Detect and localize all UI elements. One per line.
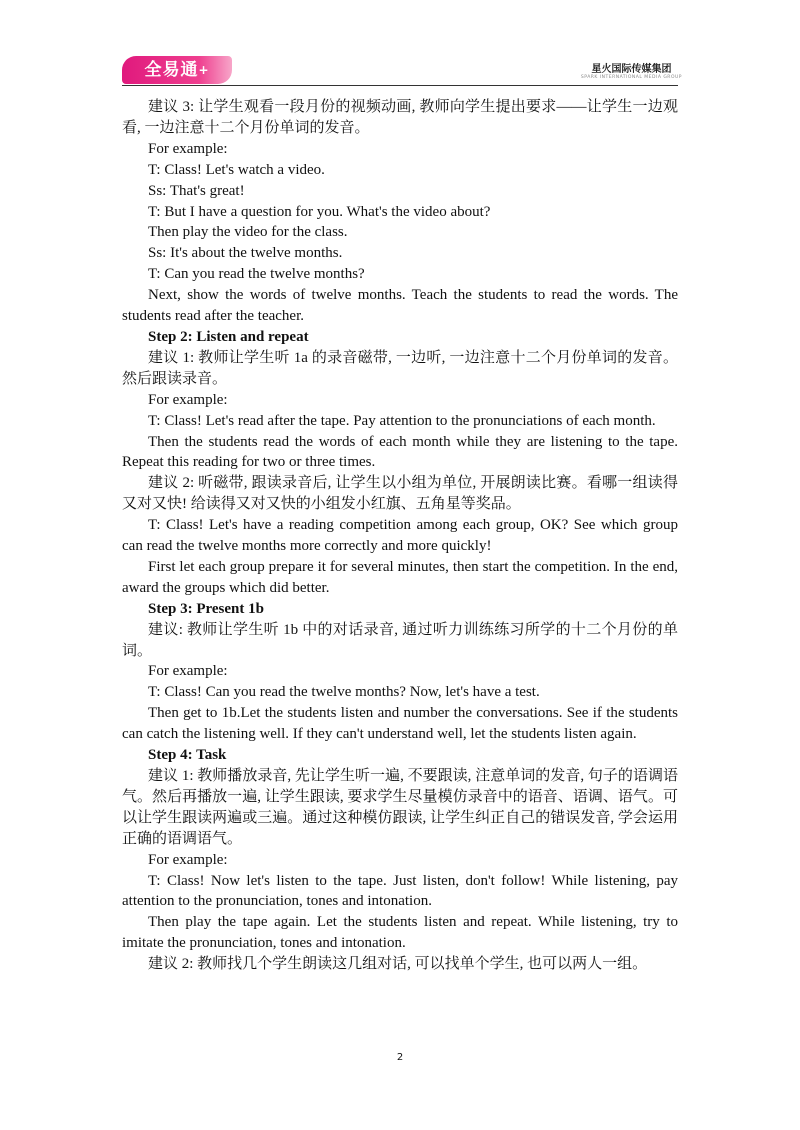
body-paragraph: T: But I have a question for you. What's the video about? <box>148 203 491 220</box>
body-paragraph: For example: <box>148 851 228 868</box>
step-separator: : <box>187 328 197 345</box>
body-paragraph: Then get to 1b.Let the students listen and number the conversations. See if the students can catch the listening well. If they can't understand well, let the students listen again. <box>122 705 678 743</box>
body-paragraph: Ss: It's about the twelve months. <box>148 245 343 262</box>
page-header <box>0 0 800 90</box>
body-paragraph: 建议 1: 教师播放录音, 先让学生听一遍, 不要跟读, 注意单词的发音, 句子的语调语气。然后再播放一遍, 让学生跟读, 要求学生尽量模仿录音中的语音、语调、语气。可以让学生跟读两遍或三遍。通过这种模仿跟读, 让学生纠正自己的错误发音, 学会运用正确的语调语气。 <box>122 768 678 847</box>
body-paragraph: Next, show the words of twelve months. Teach the students to read the words. The students read after the teacher. <box>122 287 678 325</box>
body-paragraph: T: Class! Let's watch a video. <box>148 161 325 178</box>
step-title: Listen and repeat <box>196 328 309 345</box>
publisher-mark <box>581 60 682 80</box>
publisher-name: 星火国际传媒集团 <box>591 64 672 75</box>
logo-text: 全易通 <box>144 60 199 80</box>
body-paragraph: 建议 1: 教师让学生听 1a 的录音磁带, 一边听, 一边注意十二个月份单词的发音。然后跟读录音。 <box>122 349 678 387</box>
body-paragraph: T: Class! Can you read the twelve months? Now, let's have a test. <box>148 684 540 701</box>
step-title: Task <box>196 747 227 764</box>
body-paragraph: T: Can you read the twelve months? <box>148 266 365 283</box>
step-label: Step 2 <box>148 328 188 345</box>
document-body <box>122 97 678 975</box>
body-paragraph: 建议 3: 让学生观看一段月份的视频动画, 教师向学生提出要求——让学生一边观看, 一边注意十二个月份单词的发音。 <box>122 99 678 136</box>
step-heading <box>122 599 678 620</box>
body-paragraph: 建议 2: 教师找几个学生朗读这几组对话, 可以找单个学生, 也可以两人一组。 <box>148 956 648 973</box>
body-paragraph: For example: <box>148 391 228 408</box>
step-heading <box>122 745 678 766</box>
publisher-name-en: SPARK INTERNATIONAL MEDIA GROUP <box>580 75 682 80</box>
body-paragraph: For example: <box>148 663 228 680</box>
body-paragraph: Then the students read the words of each month while they are listening to the tape. Repeat this reading for two or three times. <box>122 433 678 471</box>
body-paragraph: T: Class! Now let's listen to the tape. Just listen, don't follow! While listening, pay attention to the pronunciation, tones and intonation. <box>122 872 678 910</box>
body-paragraph: Then play the tape again. Let the students listen and repeat. While listening, try to imitate the pronunciation, tones and intonation. <box>122 914 678 952</box>
body-paragraph: Ss: That's great! <box>148 182 245 199</box>
step-separator: : <box>187 600 197 617</box>
body-paragraph: For example: <box>148 140 228 157</box>
body-paragraph: T: Class! Let's have a reading competition among each group, OK? See which group can read the twelve months more correctly and more quickly! <box>122 517 678 555</box>
body-paragraph: Then play the video for the class. <box>148 224 348 241</box>
header-rule <box>122 85 678 86</box>
body-paragraph: 建议 2: 听磁带, 跟读录音后, 让学生以小组为单位, 开展朗读比赛。看哪一组读得又对又快! 给读得又对又快的小组发小红旗、五角星等奖品。 <box>122 475 678 513</box>
body-paragraph: T: Class! Let's read after the tape. Pay attention to the pronunciations of each month. <box>148 412 656 429</box>
step-heading <box>122 327 678 348</box>
step-separator: : <box>187 747 197 764</box>
body-paragraph: First let each group prepare it for several minutes, then start the competition. In the end, award the groups which did better. <box>122 558 678 596</box>
brand-logo <box>122 56 232 84</box>
step-title: Present 1b <box>196 600 264 617</box>
logo-plus: + <box>198 63 210 77</box>
step-label: Step 3 <box>148 600 188 617</box>
page-number: 2 <box>396 1052 404 1063</box>
body-paragraph: 建议: 教师让学生听 1b 中的对话录音, 通过听力训练练习所学的十二个月份的单词。 <box>122 621 678 659</box>
step-label: Step 4 <box>148 747 188 764</box>
